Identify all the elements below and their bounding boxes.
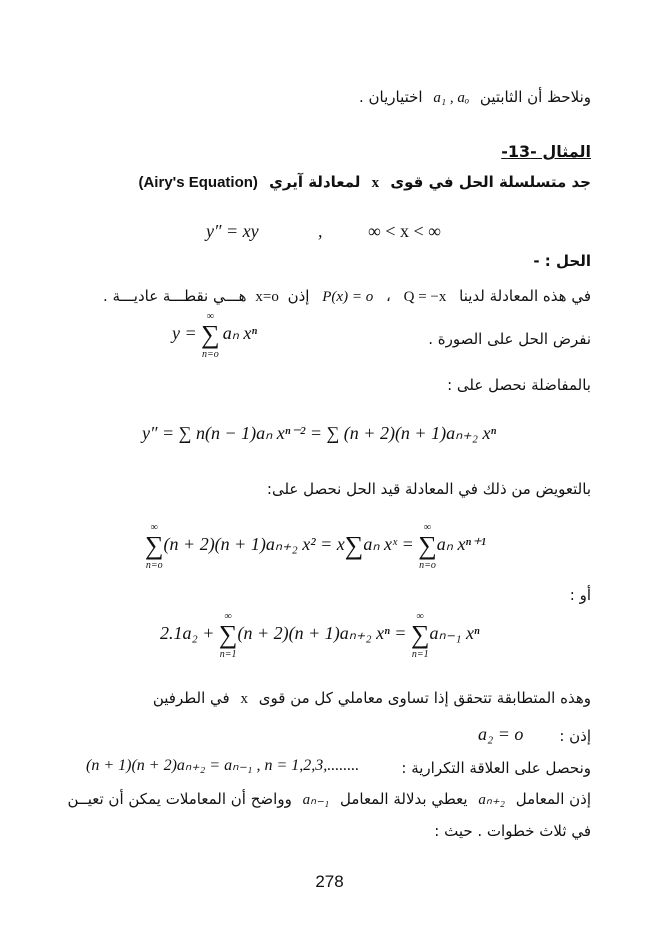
identity-main: وهذه المتطابقة تتحقق إذا تساوى معاملي كل من قوى bbox=[258, 689, 591, 707]
pq-text-c: هـــي نقطـــة عاديـــة . bbox=[103, 287, 247, 305]
text-line-pq bbox=[103, 287, 591, 306]
text-line-constants bbox=[359, 88, 591, 107]
sub-part1: (n + 2)(n + 1)aₙ₊₂ x² = x bbox=[163, 534, 345, 554]
a2-equation: a₂ = o bbox=[478, 724, 524, 744]
sum-top-1: ∞ bbox=[150, 522, 158, 533]
sum-top: ∞ bbox=[206, 311, 214, 322]
assume-equation bbox=[172, 311, 258, 360]
or-end: aₙ₋₁ xⁿ bbox=[429, 623, 480, 643]
solution-label: الحل : - bbox=[533, 252, 591, 270]
line1-consts: a₁ , aₒ bbox=[433, 90, 470, 106]
task-var: x bbox=[371, 175, 380, 191]
or-equation bbox=[160, 611, 480, 660]
subst-text: بالتعويض من ذلك في المعادلة قيد الحل نحصل على: bbox=[266, 480, 591, 498]
recurrence-equation: (n + 1)(n + 2)aₙ₊₂ = aₙ₋₁ , n = 1,2,3,........ bbox=[86, 757, 360, 774]
identity-var: x bbox=[240, 691, 248, 707]
coef-an1: aₙ₋₁ bbox=[302, 792, 330, 808]
coef-c: وواضح أن المعاملات يمكن أن تعيــن bbox=[67, 790, 292, 808]
or-label: أو : bbox=[569, 586, 591, 604]
recurrence-text: ونحصل على العلاقة التكرارية : bbox=[401, 759, 591, 777]
sub-part2: aₙ xˣ = bbox=[363, 534, 419, 554]
coef-text bbox=[68, 790, 591, 809]
sum-top-3: ∞ bbox=[423, 522, 432, 533]
then-label: إذن : bbox=[559, 727, 591, 745]
coef-a: إذن المعامل bbox=[515, 790, 591, 808]
sum-symbol-1: ∑ ∞ n=o bbox=[145, 522, 164, 571]
coef-b: يعطي بدلالة المعامل bbox=[339, 790, 468, 808]
sum-symbol-3: ∑ ∞ n=o bbox=[418, 522, 437, 571]
identity-tail: في الطرفين bbox=[152, 689, 230, 707]
sum-symbol-4: ∑ ∞ n=1 bbox=[218, 611, 238, 660]
substitution-equation bbox=[145, 522, 486, 571]
sum-symbol-2: ∑ bbox=[344, 531, 364, 560]
or-lead: 2.1a₂ + bbox=[160, 623, 219, 643]
line1-tail: اختياريان . bbox=[358, 88, 423, 106]
sum-symbol: ∑ ∞ n=o bbox=[201, 311, 220, 360]
airy-sep: , bbox=[318, 221, 323, 241]
pq-p: P(x) = o bbox=[322, 289, 374, 305]
sum-bottom-4: n=1 bbox=[219, 649, 237, 660]
example-heading: المثال -13- bbox=[501, 142, 591, 161]
task-text-2: لمعادلة آيري bbox=[269, 173, 361, 191]
identity-text bbox=[153, 689, 591, 708]
airy-equation: y″ = xy bbox=[206, 221, 259, 241]
sum-symbol-5: ∑ ∞ n=1 bbox=[410, 611, 430, 660]
sum-top-5: ∞ bbox=[416, 611, 424, 622]
diff-text: بالمفاضلة نحصل على : bbox=[447, 376, 591, 394]
sum-bottom-1: n=o bbox=[145, 560, 163, 571]
sum-bottom: n=o bbox=[202, 349, 219, 360]
assume-term: aₙ xⁿ bbox=[222, 323, 258, 343]
derivative-equation: y″ = ∑ n(n − 1)aₙ xⁿ⁻² = ∑ (n + 2)(n + 1)aₙ₊₂ xⁿ bbox=[142, 423, 497, 443]
pq-x0: x=o bbox=[255, 289, 279, 305]
pq-comma: ، bbox=[385, 287, 391, 305]
example-task bbox=[138, 173, 591, 192]
sum-bottom-3: n=o bbox=[419, 560, 436, 571]
pq-text-a: في هذه المعادلة لدينا bbox=[459, 287, 591, 305]
airy-domain: ∞ < x < ∞ bbox=[368, 221, 441, 241]
task-text: جد متسلسلة الحل في قوى bbox=[390, 173, 591, 191]
task-english: (Airy's Equation) bbox=[138, 174, 258, 191]
last-line: في ثلاث خطوات . حيث : bbox=[434, 822, 591, 840]
pq-q: Q = −x bbox=[403, 289, 447, 305]
coef-an2: aₙ₊₂ bbox=[478, 792, 505, 808]
or-mid: (n + 2)(n + 1)aₙ₊₂ xⁿ = bbox=[237, 623, 411, 643]
sum-bottom-5: n=1 bbox=[411, 649, 429, 660]
sum-top-4: ∞ bbox=[224, 611, 232, 622]
assume-text: نفرض الحل على الصورة . bbox=[428, 330, 591, 348]
sub-part3: aₙ xⁿ⁺¹ bbox=[436, 534, 486, 554]
line1-text: ونلاحظ أن الثابتين bbox=[479, 88, 591, 106]
pq-text-b: إذن bbox=[287, 287, 310, 305]
page-number: 278 bbox=[315, 872, 344, 891]
assume-lhs: y = bbox=[172, 323, 202, 343]
